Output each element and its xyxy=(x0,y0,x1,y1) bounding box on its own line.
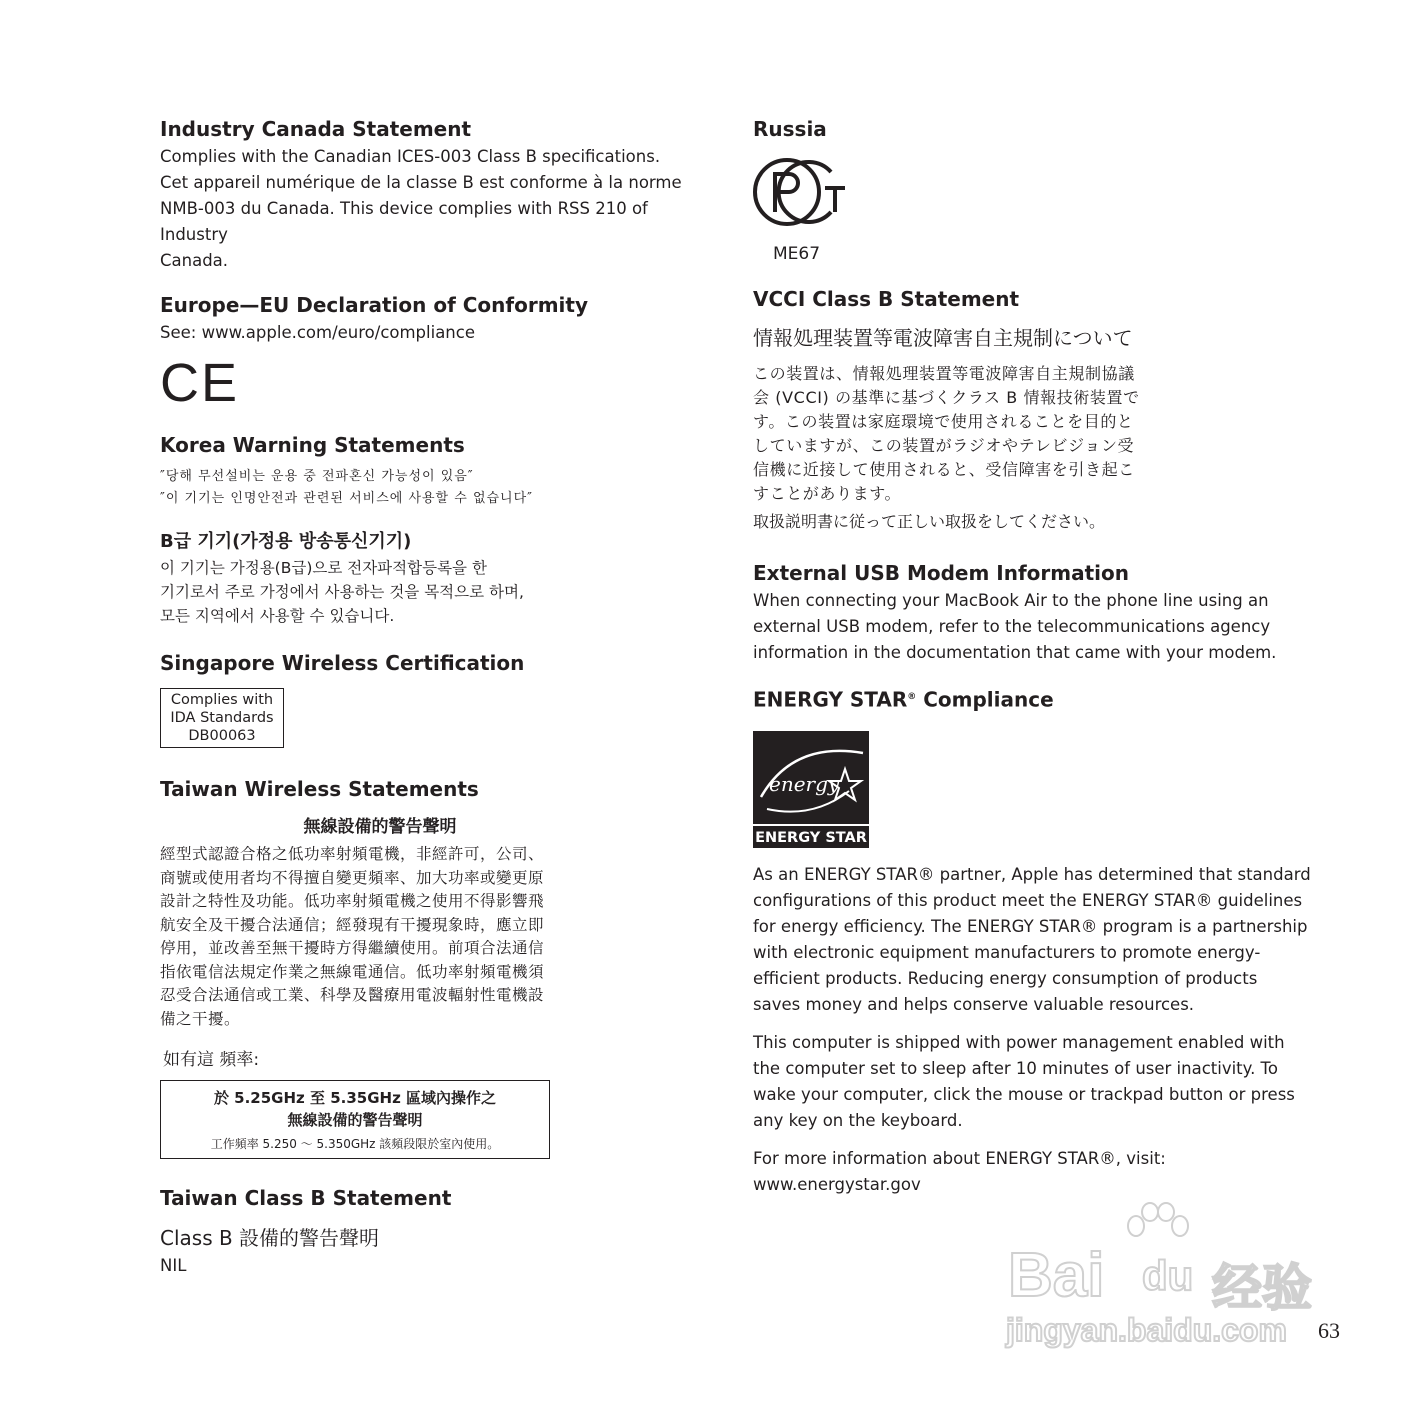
energy-paragraph-3 xyxy=(753,1146,1313,1198)
energy-heading-main: ENERGY STAR xyxy=(753,687,908,712)
taiwan-body-line: 停用，並改善至無干擾時方得繼續使用。前項合法通信 xyxy=(160,939,545,957)
energy-paragraph-1 xyxy=(753,862,1313,1018)
right-column xyxy=(753,114,1313,1210)
vcci-body-line: 信機に近接して使用されると、受信障害を引き起こ xyxy=(753,460,1135,479)
watermark-cn: 经验 xyxy=(1212,1260,1312,1316)
taiwan-body-line: 商號或使用者均不得擅自變更頻率、加大功率或變更原 xyxy=(160,868,545,887)
text-line: Complies with the Canadian ICES-003 Class B specifications. xyxy=(160,147,661,166)
ida-line: DB00063 xyxy=(188,728,256,744)
text-line: any key on the keyboard. xyxy=(753,1110,963,1130)
section-heading: Taiwan Class B Statement xyxy=(160,1186,452,1210)
korea-warning-line: ″이 기기는 인명안전과 관련된 서비스에 사용할 수 없습니다″ xyxy=(160,491,534,506)
text-line: information in the documentation that came with your modem. xyxy=(753,643,1277,662)
text-line: This computer is shipped with power management enabled with xyxy=(753,1032,1285,1052)
taiwan-section xyxy=(160,774,720,1159)
frequency-box-line: 無線設備的警告聲明 xyxy=(287,1111,423,1129)
text-line: for energy efficiency. The ENERGY STAR® program is a partnership xyxy=(753,916,1308,936)
energy-star-section xyxy=(753,682,1313,1198)
usb-modem-section xyxy=(753,558,1313,666)
vcci-body-line: この装置は、情報処理装置等電波障害自主規制協議 xyxy=(753,364,1135,383)
ce-mark-icon: CE xyxy=(160,353,240,413)
section-heading: Korea Warning Statements xyxy=(160,433,465,457)
energy-paragraph-2 xyxy=(753,1030,1313,1134)
left-column xyxy=(160,114,720,1279)
compliance-link[interactable]: See: www.apple.com/euro/compliance xyxy=(160,323,475,342)
industry-canada-section xyxy=(160,114,720,274)
ida-certification-box xyxy=(160,688,284,748)
text-line: NMB-003 du Canada. This device complies with RSS 210 of Industry xyxy=(160,199,648,244)
text-line: Canada. xyxy=(160,251,229,270)
frequency-warning-box xyxy=(160,1080,550,1159)
korea-section xyxy=(160,430,720,628)
energy-script-text: energy xyxy=(769,771,840,796)
korea-body-line: 모든 지역에서 사용할 수 있습니다. xyxy=(160,607,395,625)
watermark-brand: Bai xyxy=(1008,1241,1105,1310)
page-number: 63 xyxy=(1318,1318,1340,1343)
energystar-link[interactable]: www.energystar.gov xyxy=(753,1174,921,1194)
baidu-watermark xyxy=(1000,1200,1340,1360)
section-heading: Russia xyxy=(753,117,827,141)
korea-body-line: 기기로서 주로 가정에서 사용하는 것을 목적으로 하며, xyxy=(160,583,524,601)
taiwan-body-line: 設計之特性及功能。低功率射頻電機之使用不得影響飛 xyxy=(160,892,545,910)
section-heading: Industry Canada Statement xyxy=(160,117,472,141)
korea-subheading: B급 기기(가정용 방송통신기기) xyxy=(160,531,412,552)
classb-title: Class B 設備的警告聲明 xyxy=(160,1226,380,1250)
energy-star-logo-icon xyxy=(753,731,869,848)
vcci-body-line: 会 (VCCI) の基準に基づくクラス B 情報技術装置で xyxy=(753,388,1140,407)
energy-star-caption: ENERGY STAR xyxy=(753,824,869,848)
vcci-body-line: すことがあります。 xyxy=(753,484,902,503)
watermark-url: jingyan.baidu.com xyxy=(1006,1312,1287,1348)
russia-section xyxy=(753,114,1313,264)
section-heading: Singapore Wireless Certification xyxy=(160,651,525,675)
frequency-box-line: 於 5.25GHz 至 5.35GHz 區域內操作之 xyxy=(213,1089,497,1107)
ida-line: IDA Standards xyxy=(170,710,274,726)
ida-line: Complies with xyxy=(170,692,274,708)
taiwan-body-line: 航安全及干擾合法通信；經發現有干擾現象時，應立即 xyxy=(160,915,545,934)
vcci-japanese-heading: 情報処理装置等電波障害自主規制について xyxy=(753,326,1133,350)
taiwan-warning-title: 無線設備的警告聲明 xyxy=(303,817,457,837)
text-line: external USB modem, refer to the telecommunications agency xyxy=(753,617,1271,636)
nil-text: NIL xyxy=(160,1256,187,1275)
russia-code: ME67 xyxy=(773,244,821,264)
energy-heading-tail: Compliance xyxy=(916,687,1054,712)
text-line: with electronic equipment manufacturers to promote energy- xyxy=(753,942,1261,962)
korea-body-line: 이 기기는 가정용(B급)으로 전자파적합등록을 한 xyxy=(160,559,487,577)
text-line: As an ENERGY STAR® partner, Apple has determined that standard xyxy=(753,864,1311,884)
text-line: efficient products. Reducing energy consumption of products xyxy=(753,968,1258,988)
korea-warning-line: ″당해 무선설비는 운용 중 전파혼신 가능성이 있음″ xyxy=(160,469,474,484)
vcci-section xyxy=(753,284,1313,534)
singapore-section xyxy=(160,648,720,748)
europe-section xyxy=(160,290,720,414)
taiwan-body-line: 指依電信法規定作業之無線電通信。低功率射頻電機須 xyxy=(160,962,545,981)
text-line: Cet appareil numérique de la classe B est conforme à la norme xyxy=(160,173,682,192)
frequency-label: 如有這 頻率: xyxy=(163,1050,260,1070)
vcci-body-line: していますが、この装置がラジオやテレビジョン受 xyxy=(753,436,1135,455)
text-line: For more information about ENERGY STAR®, visit: xyxy=(753,1148,1166,1168)
registered-mark: ® xyxy=(907,692,917,702)
text-line: wake your computer, click the mouse or trackpad button or press xyxy=(753,1084,1295,1104)
taiwan-body-line: 備之干擾。 xyxy=(160,1009,241,1028)
vcci-body-line: す。この装置は家庭環境で使用されることを目的と xyxy=(753,412,1134,431)
pct-certification-icon xyxy=(753,154,853,234)
text-line: When connecting your MacBook Air to the phone line using an xyxy=(753,591,1269,610)
section-heading xyxy=(753,682,1313,715)
section-heading: Taiwan Wireless Statements xyxy=(160,777,479,801)
text-line: configurations of this product meet the ENERGY STAR® guidelines xyxy=(753,890,1303,910)
taiwan-body-line: 忍受合法通信或工業、科學及醫療用電波輻射性電機設 xyxy=(160,986,545,1004)
taiwan-body-line: 經型式認證合格之低功率射頻電機，非經許可，公司、 xyxy=(160,845,545,863)
frequency-box-line: 工作頻率 5.250 ～ 5.350GHz 該頻段限於室內使用。 xyxy=(210,1137,500,1151)
section-heading: External USB Modem Information xyxy=(753,561,1129,585)
text-line: the computer set to sleep after 10 minutes of user inactivity. To xyxy=(753,1058,1278,1078)
text-line: saves money and helps conserve valuable resources. xyxy=(753,994,1195,1014)
taiwan-classb-section xyxy=(160,1183,720,1279)
section-heading: VCCI Class B Statement xyxy=(753,287,1020,311)
section-heading: Europe—EU Declaration of Conformity xyxy=(160,293,588,317)
vcci-last-line: 取扱説明書に従って正しい取扱をしてください。 xyxy=(753,512,1106,531)
watermark-brand-du: du xyxy=(1142,1252,1194,1299)
